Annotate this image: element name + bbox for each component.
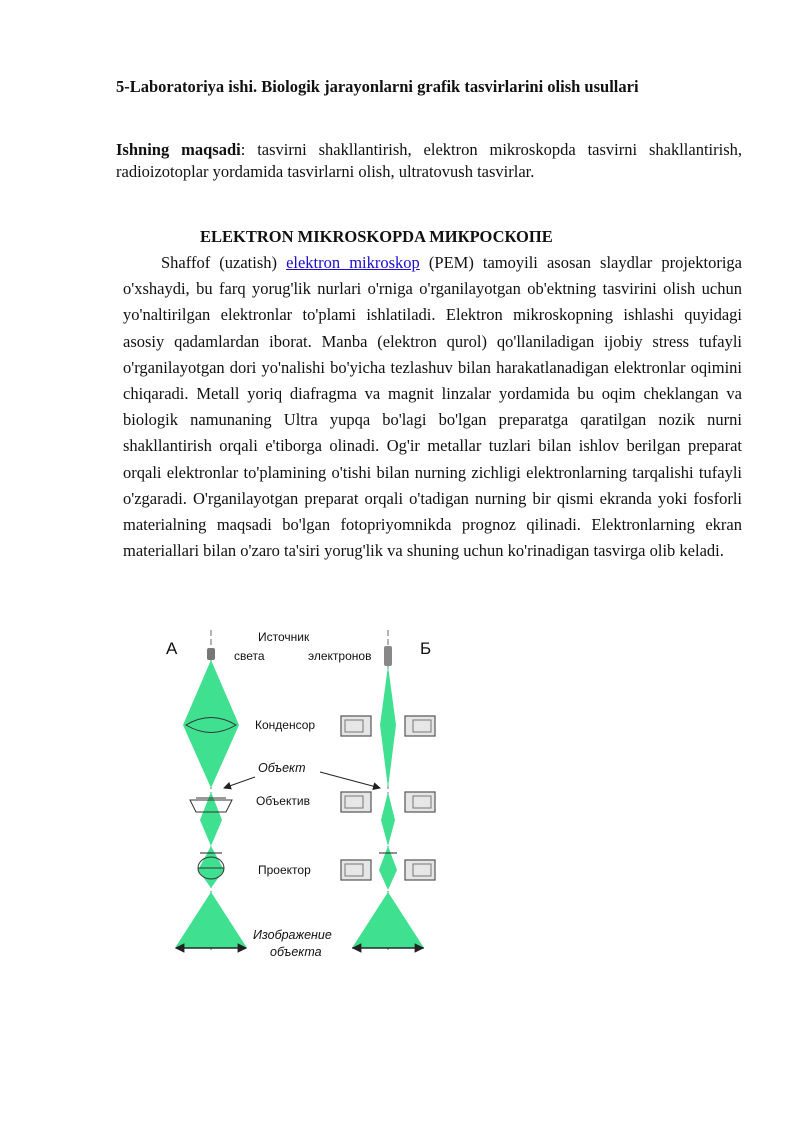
light-microscope xyxy=(175,630,247,950)
light-source-label-1: Источник xyxy=(258,630,310,644)
body-paragraph xyxy=(123,250,742,564)
goal-label: Ishning maqsadi xyxy=(116,140,241,159)
image-label-2: объекта xyxy=(270,945,322,959)
light-source-label-2: света xyxy=(234,649,265,663)
goal-paragraph xyxy=(116,139,742,183)
para-start: Shaffof (uzatish) xyxy=(161,253,287,272)
section-title: ELEKTRON MIKROSKOPDA МИКРОСКОПЕ xyxy=(200,227,553,246)
beam-1 xyxy=(183,660,239,788)
e-beam-2 xyxy=(381,792,395,846)
objective-label: Объектив xyxy=(256,794,310,808)
object-arrow-left xyxy=(224,777,255,788)
lamp-icon xyxy=(207,648,215,660)
electron-source-label: электронов xyxy=(308,649,372,663)
beam-4 xyxy=(175,892,247,948)
label-a: А xyxy=(166,639,178,658)
page-title: 5-Laboratoriya ishi. Biologik jarayonlarni grafik tasvirlarini olish usullari xyxy=(116,77,639,96)
e-beam-4 xyxy=(352,892,424,948)
projector-label: Проектор xyxy=(258,863,311,877)
image-label-1: Изображение xyxy=(253,928,332,942)
electron-gun-icon xyxy=(384,646,392,666)
object-arrow-right xyxy=(320,772,380,788)
condenser-label: Конденсор xyxy=(255,718,316,732)
para-rest: (PEM) tamoyili asosan slaydlar projektoriga o'xshaydi, bu farq yorug'lik nurlari o'rniga o'rganilayotgan ob'ektning tasvirini olish uchun yo'naltirilgan elektronlar to'plami ishlatiladi. Elektron mikroskopning ishlashi quyidagi asosiy qadamlardan iborat. Manba (elektron qurol) qo'llaniladigan ijobiy stress tufayli o'rganilayotgan dori yo'nalishi bo'yicha tezlashuv bilan harakatlanadigan elektronlar oqimini chiqaradi. Metall yoriq diafragma va magnit linzalar yordamida bu oqim cheklangan va biologik namunaning Ultra yupqa bo'lagi bo'lgan preparatga qaratilgan nozik nurni shakllantirish orqali e'tiborga olinadi. Og'ir metallar tuzlari bilan ishlov berilgan preparat orqali elektronlar to'plamining o'tishi bilan nurning zichligi elektronlarning tarqalishi tufayli o'zgaradi. O'rganilayotgan preparat orqali o'tadigan nurning bir qismi ekranda yoki fosforli materialning maqsadi bo'lgan fotopriyomnikda prognoz qilinadi. Elektronlarning ekran materiallari bilan o'zaro ta'siri yorug'lik va shuning uchun ko'rinadigan tasvirga olib keladi. xyxy=(123,253,742,561)
electron-microscope-link[interactable]: elektron mikroskop xyxy=(286,253,420,272)
object-label: Объект xyxy=(258,761,306,775)
electron-microscope xyxy=(341,630,435,950)
beam-3 xyxy=(198,846,224,888)
e-beam-1 xyxy=(380,666,396,788)
label-b: Б xyxy=(420,639,432,658)
microscope-diagram xyxy=(0,620,800,980)
goal-text: : tasvirni shakllantirish, elektron mikroskopda tasvirni shakllantirish, radioizotoplar yordamida tasvirlarni olish, ultratovush tasvirlar. xyxy=(116,140,742,181)
